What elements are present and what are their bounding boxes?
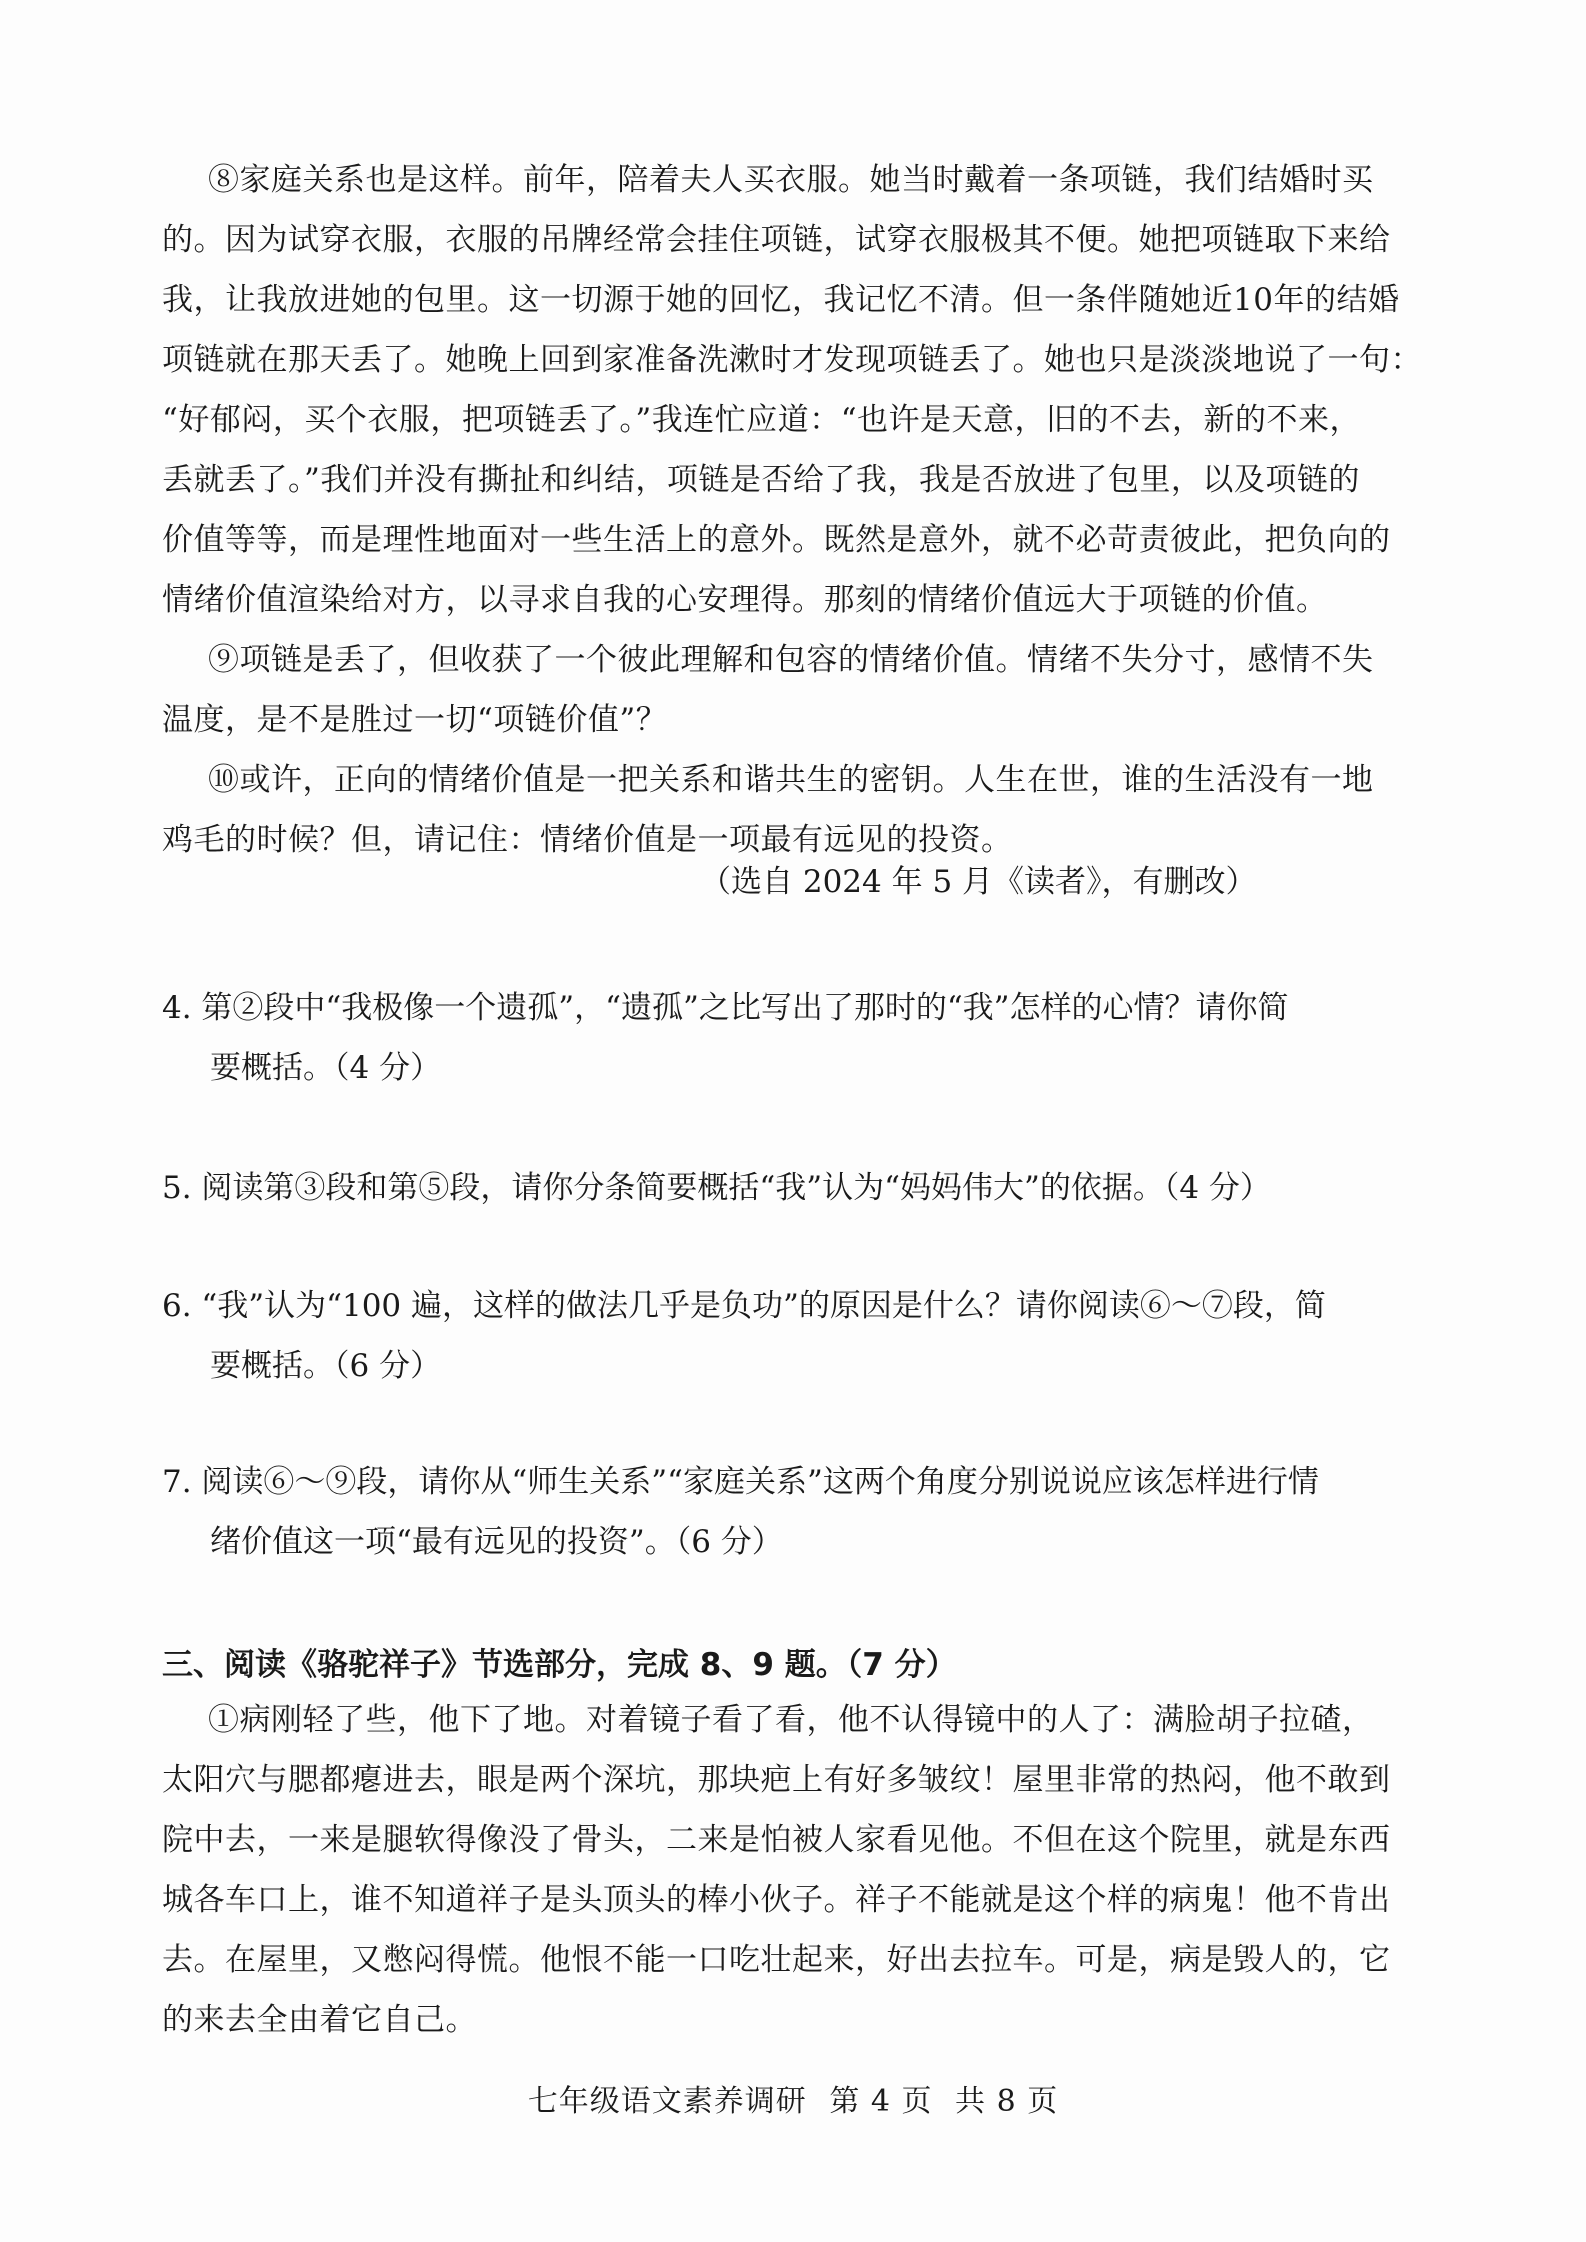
question-line: 6. “我”认为“100 遍，这样的做法几乎是负功”的原因是什么？请你阅读⑥～⑦段，简	[162, 1288, 1326, 1324]
question-line: 要概括。（4 分）	[210, 1050, 442, 1086]
question-line: 7. 阅读⑥～⑨段，请你从“师生关系”“家庭关系”这两个角度分别说说应该怎样进行情	[162, 1464, 1319, 1500]
question-7	[162, 1452, 1424, 1572]
text-line: ①病刚轻了些，他下了地。对着镜子看了看，他不认得镜中的人了：满脸胡子拉碴，	[208, 1702, 1374, 1738]
text-line: 项链就在那天丢了。她晚上回到家准备洗漱时才发现项链丢了。她也只是淡淡地说了一句：	[162, 342, 1422, 378]
paragraph-10	[162, 750, 1424, 870]
text-line: 温度，是不是胜过一切“项链价值”？	[162, 702, 668, 738]
question-line: 4. 第②段中“我极像一个遗孤”，“遗孤”之比写出了那时的“我”怎样的心情？请你简	[162, 990, 1289, 1026]
text-line: 鸡毛的时候？但，请记住：情绪价值是一项最有远见的投资。	[162, 822, 1013, 858]
text-line: ⑨项链是丢了，但收获了一个彼此理解和包容的情绪价值。情绪不失分寸，感情不失	[208, 642, 1374, 678]
question-line: 5. 阅读第③段和第⑤段，请你分条简要概括“我”认为“妈妈伟大”的依据。（4 分）	[162, 1170, 1271, 1206]
source-citation: （选自 2024 年 5 月《读者》，有删改）	[700, 864, 1257, 900]
question-line: 要概括。（6 分）	[210, 1348, 442, 1384]
footer-total-pages: 共 8 页	[955, 2084, 1059, 2119]
text-line: 太阳穴与腮都瘪进去，眼是两个深坑，那块疤上有好多皱纹！屋里非常的热闷，他不敢到	[162, 1762, 1391, 1798]
question-line: 绪价值这一项“最有远见的投资”。（6 分）	[210, 1524, 783, 1560]
footer-course: 七年级语文素养调研	[527, 2084, 807, 2119]
text-line: 情绪价值渲染给对方，以寻求自我的心安理得。那刻的情绪价值远大于项链的价值。	[162, 582, 1328, 618]
text-line: 丢就丢了。”我们并没有撕扯和纠结，项链是否给了我，我是否放进了包里，以及项链的	[162, 462, 1360, 498]
text-line: ⑧家庭关系也是这样。前年，陪着夫人买衣服。她当时戴着一条项链，我们结婚时买	[208, 162, 1374, 198]
paragraph-9	[162, 630, 1424, 750]
text-line: 的来去全由着它自己。	[162, 2002, 477, 2038]
text-line: “好郁闷，买个衣服，把项链丢了。”我连忙应道：“也许是天意，旧的不去，新的不来，	[162, 402, 1362, 438]
text-line: 的。因为试穿衣服，衣服的吊牌经常会挂住项链，试穿衣服极其不便。她把项链取下来给	[162, 222, 1391, 258]
question-5	[162, 1158, 1424, 1218]
text-line: 去。在屋里，又憋闷得慌。他恨不能一口吃壮起来，好出去拉车。可是，病是毁人的，它	[162, 1942, 1391, 1978]
text-line: 我，让我放进她的包里。这一切源于她的回忆，我记忆不清。但一条伴随她近10年的结婚	[162, 282, 1400, 318]
section-3-heading: 三、阅读《骆驼祥子》节选部分，完成 8、9 题。（7 分）	[162, 1647, 957, 1683]
text-line: ⑩或许，正向的情绪价值是一把关系和谐共生的密钥。人生在世，谁的生活没有一地	[208, 762, 1374, 798]
text-line: 价值等等，而是理性地面对一些生活上的意外。既然是意外，就不必苛责彼此，把负向的	[162, 522, 1391, 558]
text-line: 城各车口上，谁不知道祥子是头顶头的棒小伙子。祥子不能就是这个样的病鬼！他不肯出	[162, 1882, 1391, 1918]
footer-page-number: 第 4 页	[829, 2084, 933, 2119]
question-4	[162, 978, 1424, 1098]
question-6	[162, 1276, 1424, 1396]
section-3-paragraph-1	[162, 1690, 1424, 2050]
page-footer	[0, 2082, 1586, 2122]
text-line: 院中去，一来是腿软得像没了骨头，二来是怕被人家看见他。不但在这个院里，就是东西	[162, 1822, 1391, 1858]
paragraph-8	[162, 150, 1424, 630]
